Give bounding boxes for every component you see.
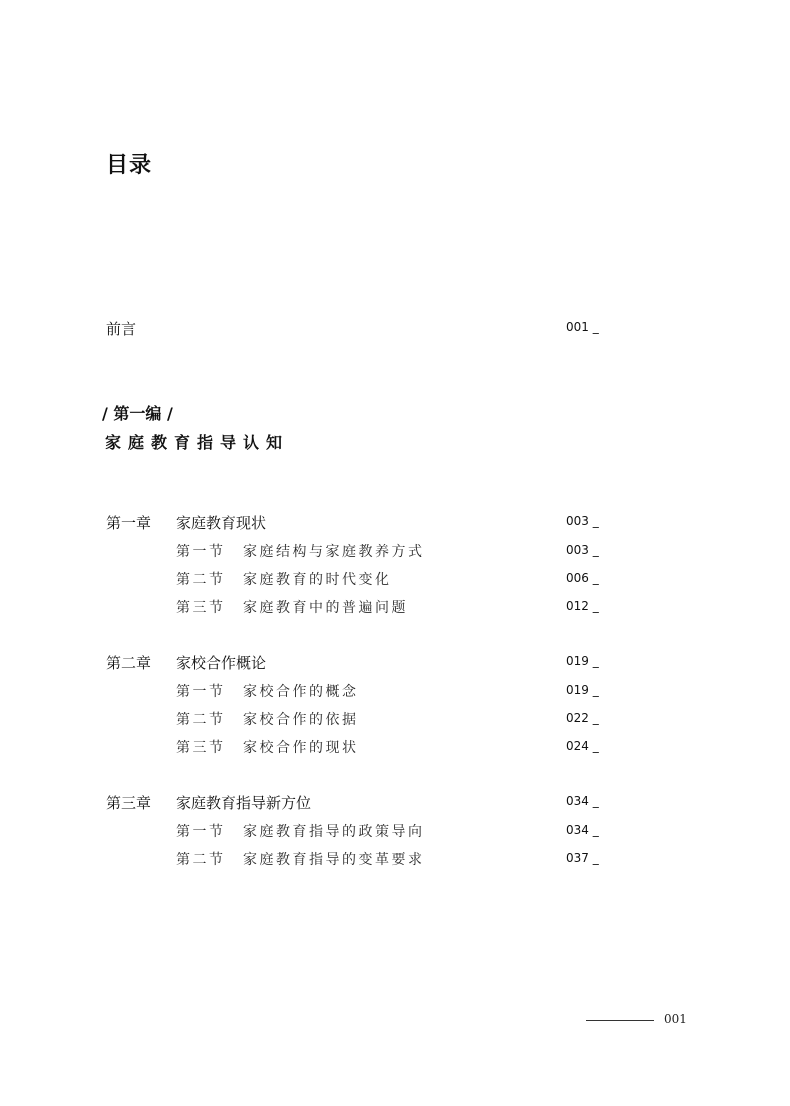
section-title: 家庭教育指导的变革要求 [243, 852, 425, 868]
toc-entry-section[interactable] [106, 569, 602, 593]
part-title: 家庭教育指导认知 [105, 433, 290, 452]
page-title: 目录 [106, 153, 153, 178]
section-number: 第二节 [176, 852, 226, 868]
toc-entry-section[interactable] [106, 597, 602, 621]
section-page: 006 _ [566, 571, 599, 585]
section-page: 003 _ [566, 543, 599, 557]
section-page: 019 _ [566, 683, 599, 697]
section-title: 家庭教育中的普遍问题 [243, 600, 408, 616]
toc-entry-section[interactable] [106, 821, 602, 845]
toc-entry-section[interactable] [106, 849, 602, 873]
page-number: 001 [664, 1012, 687, 1026]
toc-entry-section[interactable] [106, 541, 602, 565]
section-page: 024 _ [566, 739, 599, 753]
chapter-page: 003 _ [566, 514, 599, 528]
section-title: 家校合作的概念 [243, 684, 359, 700]
section-page: 034 _ [566, 823, 599, 837]
section-title: 家庭教育的时代变化 [243, 572, 392, 588]
toc-entry-chapter[interactable] [106, 652, 602, 676]
chapter-number: 第三章 [106, 794, 152, 812]
folio-rule [586, 1020, 654, 1021]
section-title: 家庭教育指导的政策导向 [243, 824, 425, 840]
section-number: 第二节 [176, 712, 226, 728]
chapter-title: 家庭教育指导新方位 [176, 794, 312, 812]
section-page: 037 _ [566, 851, 599, 865]
toc-entry-section[interactable] [106, 737, 602, 761]
toc-entry-section[interactable] [106, 681, 602, 705]
chapter-title: 家校合作概论 [176, 654, 267, 672]
toc-entry-chapter[interactable] [106, 512, 602, 536]
toc-entry-preface[interactable] [106, 318, 602, 342]
toc-entry-section[interactable] [106, 709, 602, 733]
section-page: 022 _ [566, 711, 599, 725]
chapter-title: 家庭教育现状 [176, 514, 267, 532]
section-number: 第二节 [176, 572, 226, 588]
section-number: 第一节 [176, 824, 226, 840]
section-number: 第一节 [176, 684, 226, 700]
section-number: 第三节 [176, 600, 226, 616]
section-number: 第一节 [176, 544, 226, 560]
chapter-page: 019 _ [566, 654, 599, 668]
section-page: 012 _ [566, 599, 599, 613]
section-number: 第三节 [176, 740, 226, 756]
chapter-number: 第二章 [106, 654, 152, 672]
section-title: 家校合作的依据 [243, 712, 359, 728]
chapter-number: 第一章 [106, 514, 152, 532]
toc-entry-chapter[interactable] [106, 792, 602, 816]
chapter-page: 034 _ [566, 794, 599, 808]
section-title: 家校合作的现状 [243, 740, 359, 756]
part-label: / 第一编 / [102, 404, 173, 423]
preface-label: 前言 [106, 320, 137, 338]
preface-page: 001 _ [566, 320, 599, 334]
section-title: 家庭结构与家庭教养方式 [243, 544, 425, 560]
